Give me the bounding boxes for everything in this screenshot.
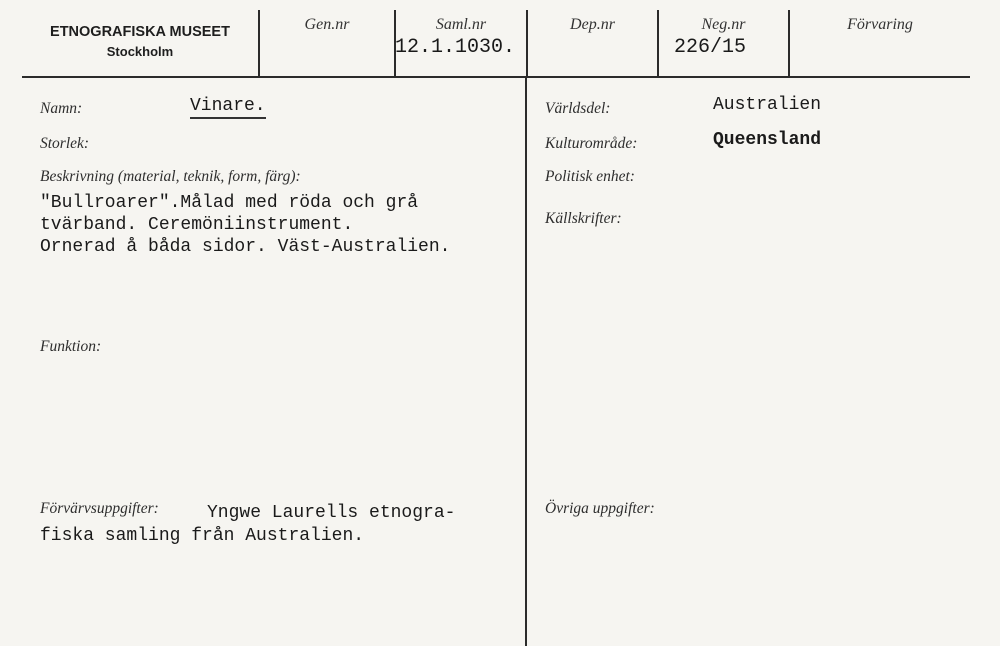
museum-heading (22, 22, 258, 62)
namn-value-text: Vinare. (190, 96, 266, 119)
beskrivning-line: Ornerad å båda sidor. Väst-Australien. (40, 237, 451, 257)
kallskrifter-label: Källskrifter: (545, 210, 622, 227)
namn-label: Namn: (40, 100, 83, 117)
beskrivning-line: "Bullroarer".Målad med röda och grå (40, 193, 419, 213)
beskrivning-line: tvärband. Ceremöniinstrument. (40, 215, 354, 235)
varldsdel-label: Världsdel: (545, 100, 611, 117)
gen-nr-label: Gen.nr (304, 16, 350, 33)
namn-value (190, 96, 266, 117)
forvaring-label: Förvaring (847, 16, 913, 33)
kulturomrade-value: Queensland (713, 130, 822, 150)
kulturomrade-label: Kulturområde: (545, 135, 638, 152)
forvarv-label: Förvärvsuppgifter: (40, 500, 159, 517)
forvarv-line: fiska samling från Australien. (40, 526, 365, 546)
varldsdel-value: Australien (713, 95, 822, 115)
politisk-enhet-label: Politisk enhet: (545, 168, 635, 185)
museum-name: ETNOGRAFISKA MUSEET (50, 24, 230, 40)
beskrivning-label: Beskrivning (material, teknik, form, färg): (40, 168, 301, 185)
ovriga-uppgifter-label: Övriga uppgifter: (545, 500, 655, 517)
storlek-label: Storlek: (40, 135, 90, 152)
dep-nr-label: Dep.nr (570, 16, 615, 33)
museum-city: Stockholm (106, 44, 174, 59)
saml-nr-value: 12.1.1030. (395, 36, 516, 59)
neg-nr-value: 226/15 (674, 36, 747, 59)
header-rule (22, 76, 970, 78)
saml-nr-label: Saml.nr (435, 16, 487, 33)
funktion-label: Funktion: (40, 338, 102, 355)
forvarv-line: Yngwe Laurells etnogra- (207, 503, 456, 523)
card-header (0, 0, 1000, 78)
center-divider (525, 78, 527, 646)
neg-nr-label: Neg.nr (701, 16, 746, 33)
